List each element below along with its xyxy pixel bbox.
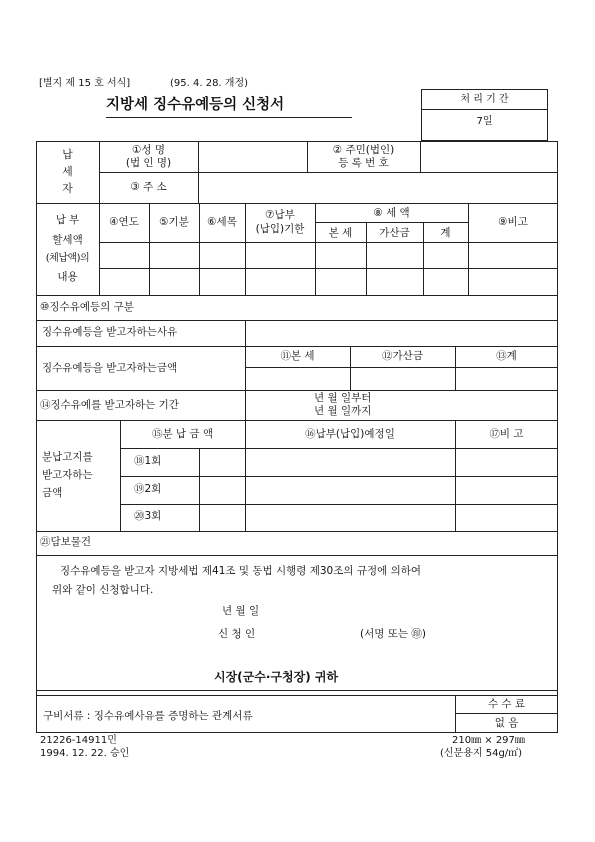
required-documents: 구비서류 : 징수유예사유를 증명하는 관계서류 bbox=[43, 710, 253, 722]
revision-date: (95. 4. 28. 개정) bbox=[170, 78, 249, 89]
name-field[interactable] bbox=[199, 142, 306, 171]
applicant-label: 신 청 인 bbox=[218, 628, 256, 640]
form-number: [별지 제 15 호 서식] bbox=[39, 78, 131, 89]
deferral-type-label: ⑩징수유예등의 구분 bbox=[40, 301, 134, 313]
col-year: ④연도 bbox=[109, 216, 139, 228]
deferral-amount-label: 징수유예등을 받고자하는금액 bbox=[42, 362, 178, 374]
taxpayer-label-3: 자 bbox=[62, 182, 73, 195]
col-installment-due: ⑯납부(납입)예정일 bbox=[305, 428, 395, 440]
col-remarks: ⑨비고 bbox=[498, 216, 528, 228]
taxpayer-label-2: 세 bbox=[62, 165, 73, 178]
amount-total-label: ⑬계 bbox=[496, 350, 517, 362]
paper-type: (신문용지 54g/㎡) bbox=[440, 748, 523, 759]
address-label: ③ 주 소 bbox=[130, 181, 167, 193]
page-title: 지방세 징수유예등의 신청서 bbox=[106, 97, 285, 113]
installment-row-1: ⑱1회 bbox=[134, 455, 162, 467]
installment-row-3: ⑳3회 bbox=[134, 510, 162, 522]
statement-line-1: 징수유예등을 받고자 지방세법 제41조 및 동법 시행령 제30조의 규정에 의하여 bbox=[60, 565, 422, 577]
col-tax-amount: ⑧ 세 액 bbox=[373, 207, 410, 219]
fee-value: 없 음 bbox=[494, 717, 519, 729]
address-field[interactable] bbox=[199, 173, 556, 202]
col-installment-amount: ⑮분 납 금 액 bbox=[151, 428, 214, 440]
processing-period-value: 7일 bbox=[476, 116, 493, 127]
amount-surcharge-label: ⑫가산금 bbox=[382, 350, 423, 362]
statement-line-2: 위와 같이 신청합니다. bbox=[52, 584, 154, 596]
fee-label: 수 수 료 bbox=[487, 698, 526, 710]
id-number-label: ② 주민(법인) bbox=[332, 144, 395, 156]
name-label: ①성 명 bbox=[131, 144, 166, 156]
col-period: ⑤기분 bbox=[159, 216, 189, 228]
deferral-period-label: ⑭징수유예를 받고자하는 기간 bbox=[40, 399, 179, 411]
application-date: 년 월 일 bbox=[222, 605, 260, 617]
paper-size: 210㎜ × 297㎜ bbox=[452, 735, 525, 746]
col-installment-note: ⑰비 고 bbox=[489, 428, 524, 440]
registration-number-label: 등 록 번 호 bbox=[338, 157, 389, 169]
approval-date: 1994. 12. 22. 승인 bbox=[40, 748, 130, 759]
installment-label-2: 받고자하는 bbox=[42, 469, 93, 481]
form-code: 21226-14911민 bbox=[40, 735, 117, 746]
period-to: 년 월 일까지 bbox=[314, 405, 372, 417]
id-number-field[interactable] bbox=[421, 142, 556, 171]
col-tax-item: ⑥세목 bbox=[207, 216, 237, 228]
tax-detail-label-3: (체납액)의 bbox=[45, 253, 90, 264]
corporate-name-label: (법 인 명) bbox=[125, 157, 172, 169]
installment-label-3: 금액 bbox=[42, 487, 63, 499]
amount-base-tax-label: ⑪본 세 bbox=[280, 350, 315, 362]
processing-period-label: 처 리 기 간 bbox=[460, 94, 509, 105]
col-due-date-2: (납입)기한 bbox=[255, 223, 305, 235]
taxpayer-label-1: 납 bbox=[62, 148, 73, 161]
col-due-date-1: ⑦납부 bbox=[265, 209, 295, 221]
title-underline bbox=[106, 117, 352, 118]
col-surcharge: 가산금 bbox=[379, 227, 410, 239]
tax-detail-label-1: 납 부 bbox=[55, 214, 80, 226]
tax-detail-label-4: 내용 bbox=[57, 271, 78, 283]
signature-label: (서명 또는 ㊞) bbox=[360, 628, 426, 640]
deferral-reason-label: 징수유예등을 받고자하는사유 bbox=[42, 326, 178, 338]
installment-label-1: 분납고지를 bbox=[42, 451, 93, 463]
col-total: 계 bbox=[440, 227, 451, 239]
period-from: 년 월 일부터 bbox=[314, 392, 372, 404]
collateral-label: ㉑담보물건 bbox=[40, 536, 92, 548]
tax-detail-label-2: 할세액 bbox=[52, 234, 83, 246]
addressee: 시장(군수·구청장) 귀하 bbox=[214, 670, 339, 684]
installment-row-2: ⑲2회 bbox=[134, 483, 162, 495]
col-base-tax: 본 세 bbox=[328, 227, 353, 239]
